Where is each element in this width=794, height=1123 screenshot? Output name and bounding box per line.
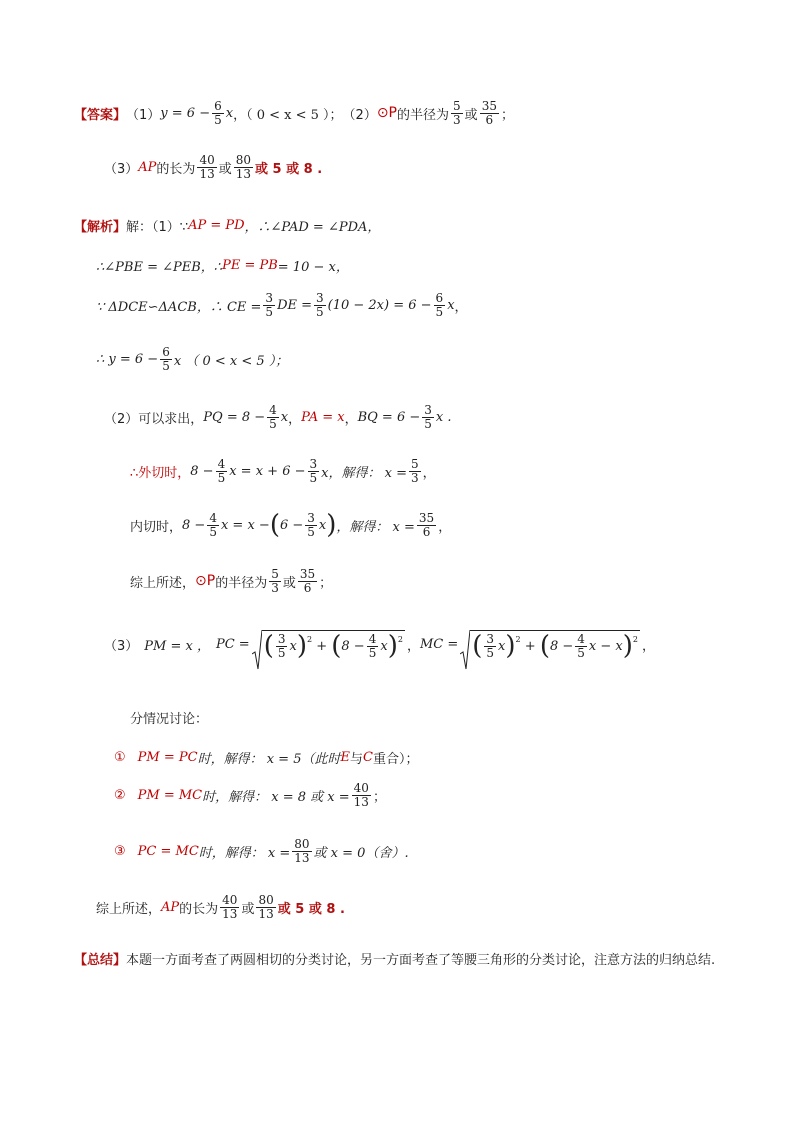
int-eq-3: 6 − bbox=[279, 517, 304, 533]
var-x: x bbox=[280, 409, 289, 425]
solve-text: ，解得： x = bbox=[336, 519, 415, 535]
length-text: 的长为 bbox=[156, 161, 196, 177]
pc-sqrt: ( $\frac{3}{5}$ x ) 2 + ( 8 − $\frac{4}{5}$ x ) 2 bbox=[252, 630, 405, 659]
fraction-35-6: $\frac{35}{6}$ bbox=[299, 567, 316, 595]
answer-tail: 或 5 或 8 . bbox=[255, 161, 323, 177]
fraction-3-5: $\frac{3}{5}$ bbox=[309, 457, 318, 485]
analysis-l3a: ∵ ΔDCE∽ΔACB，∴ CE = bbox=[96, 299, 262, 315]
right-paren: ) bbox=[326, 510, 337, 541]
case-3-text: 时，解得： x = bbox=[198, 845, 291, 861]
comma: ， bbox=[454, 299, 468, 315]
analysis-tail: 或 5 或 8 . bbox=[277, 901, 345, 917]
external-tangent-line bbox=[130, 458, 436, 484]
ext-eq-1: 8 − bbox=[190, 463, 214, 479]
answer-tag: 【答案】 bbox=[74, 107, 127, 123]
fraction-3-5: $\frac{3}{5}$ bbox=[316, 291, 324, 319]
var-x: x bbox=[447, 297, 455, 313]
pq-expr: PQ = 8 − bbox=[203, 409, 266, 425]
or-text: 或 bbox=[218, 161, 232, 177]
cases-text: 分情况讨论： bbox=[130, 712, 209, 727]
answer-part3-label: （3） bbox=[104, 161, 139, 177]
analysis-l2a: ∴∠PBE = ∠PEB，∴ bbox=[96, 260, 223, 275]
semicolon: ； bbox=[319, 575, 333, 591]
analysis-l4a: ∴ y = 6 − bbox=[96, 351, 159, 367]
fraction-80-13: $\frac{80}{13}$ bbox=[258, 893, 274, 921]
var-x: x bbox=[225, 105, 234, 121]
cases-label bbox=[130, 708, 208, 727]
semicolon: ； bbox=[500, 107, 514, 123]
fraction-4-5: $\frac{4}{5}$ bbox=[217, 457, 226, 485]
case-1-line bbox=[114, 748, 418, 767]
fraction-3-5: $\frac{3}{5}$ bbox=[424, 403, 432, 431]
summary-tag: 【总结】 bbox=[74, 953, 127, 968]
case-1-label: PM = PC bbox=[137, 750, 198, 765]
internal-label: 内切时， bbox=[130, 519, 183, 535]
answer-line-2 bbox=[104, 154, 322, 180]
fraction-4-5: $\frac{4}{5}$ bbox=[269, 403, 277, 431]
analysis-line-4 bbox=[96, 346, 288, 372]
bq-expr: BQ = 6 − bbox=[357, 409, 421, 425]
comma: ， bbox=[288, 411, 302, 427]
comma: ， bbox=[438, 519, 452, 535]
point-e: E bbox=[340, 750, 350, 765]
comma: ， bbox=[641, 639, 655, 655]
length-text: 的长为 bbox=[179, 901, 219, 917]
ext-eq-3: x，解得： x = bbox=[321, 465, 407, 481]
bq-dot: x . bbox=[435, 409, 452, 425]
ext-eq-2: x = x + 6 − bbox=[229, 463, 306, 479]
circle-p-symbol: ⊙P bbox=[195, 573, 216, 590]
analysis-l1b: ，∴∠PAD = ∠PDA， bbox=[244, 220, 381, 235]
fraction-35-6: $\frac{35}{6}$ bbox=[481, 99, 497, 127]
mc-label: MC = bbox=[419, 637, 459, 653]
analysis-line-3 bbox=[96, 292, 468, 318]
sum2-text: 综上所述， bbox=[96, 901, 162, 917]
case-3-label: PC = MC bbox=[137, 843, 199, 859]
with-text: 与 bbox=[349, 752, 363, 767]
ap-label: AP bbox=[138, 159, 157, 175]
or-text: 或 bbox=[464, 107, 478, 123]
fraction-5-3: $\frac{5}{3}$ bbox=[453, 99, 461, 127]
fraction-40-13: $\frac{40}{13}$ bbox=[353, 781, 369, 809]
semicolon: ； bbox=[372, 789, 386, 805]
fraction-4-5: $\frac{4}{5}$ bbox=[209, 511, 217, 539]
comma: ， bbox=[406, 639, 420, 655]
case-2-line bbox=[114, 782, 386, 808]
part3-label: （3） bbox=[104, 639, 139, 655]
analysis-l4b: x （ 0 < x < 5 ）； bbox=[173, 353, 289, 369]
fraction-5-3: $\frac{5}{3}$ bbox=[271, 567, 279, 595]
fraction-35-6: $\frac{35}{6}$ bbox=[418, 511, 435, 539]
analysis-conclusion bbox=[96, 894, 345, 920]
point-c: C bbox=[363, 750, 373, 765]
answer-range: ，（ 0 < x < 5 ）； bbox=[233, 107, 343, 123]
analysis-tag: 【解析】 bbox=[74, 220, 127, 235]
analysis-line-2 bbox=[96, 256, 349, 275]
fraction-6-5: $\frac{6}{5}$ bbox=[214, 99, 222, 127]
fraction-40-13: $\frac{40}{13}$ bbox=[199, 153, 215, 181]
answer-line-1 bbox=[74, 100, 514, 126]
or-text: 或 bbox=[282, 575, 296, 591]
ap-pd: AP = PD bbox=[188, 218, 245, 233]
analysis-l5a: （2）可以求出， bbox=[104, 411, 204, 427]
or-text: 或 bbox=[241, 901, 255, 917]
summary-text: 本题一方面考查了两圆相切的分类讨论，另一方面考查了等腰三角形的分类讨论，注意方法的归纳总结. bbox=[126, 953, 716, 968]
int-eq-1: 8 − bbox=[182, 517, 206, 533]
pm-x: PM = x ， bbox=[144, 639, 210, 655]
external-label: ∴外切时， bbox=[130, 465, 191, 481]
fraction-3-5: $\frac{3}{5}$ bbox=[265, 291, 274, 319]
case-1-number: ① bbox=[114, 750, 126, 765]
ap-label: AP bbox=[161, 899, 180, 915]
answer-part2-label: （2） bbox=[342, 107, 377, 123]
case-3-tail: 或 x = 0（舍）. bbox=[313, 845, 409, 861]
internal-tangent-line bbox=[130, 510, 452, 541]
comma: ， bbox=[422, 465, 436, 481]
fraction-40-13: $\frac{40}{13}$ bbox=[222, 893, 238, 921]
analysis-part3-line bbox=[104, 630, 655, 662]
fraction-6-5: $\frac{6}{5}$ bbox=[435, 291, 444, 319]
mc-sqrt: ( $\frac{3}{5}$ x ) 2 + ( 8 − $\frac{4}{5}$ x − x ) 2 bbox=[460, 630, 640, 659]
de-text: DE = bbox=[277, 297, 312, 313]
fraction-80-13: $\frac{80}{13}$ bbox=[294, 837, 310, 865]
int-eq-4: x bbox=[318, 517, 327, 533]
summary-paragraph bbox=[74, 948, 724, 974]
pc-label: PC = bbox=[215, 637, 250, 653]
case-2-text: 时，解得： x = 8 或 x = bbox=[202, 789, 350, 805]
case-2-number: ② bbox=[114, 787, 126, 803]
analysis-line-5 bbox=[104, 404, 452, 430]
fraction-80-13: $\frac{80}{13}$ bbox=[235, 153, 252, 181]
case-1-end: 重合）； bbox=[372, 752, 419, 767]
case-3-number: ③ bbox=[114, 843, 126, 859]
answer-part1-label: （1） bbox=[126, 107, 161, 123]
fraction-6-5: $\frac{6}{5}$ bbox=[162, 345, 170, 373]
analysis-l2b: = 10 − x， bbox=[277, 260, 349, 275]
left-paren: ( bbox=[269, 510, 280, 541]
comma: ， bbox=[344, 411, 358, 427]
radius-text: 的半径为 bbox=[215, 575, 268, 591]
summary-part2-line bbox=[130, 568, 332, 594]
case-2-label: PM = MC bbox=[137, 787, 203, 803]
pa-x: PA = x bbox=[301, 409, 345, 425]
pe-pb: PE = PB bbox=[222, 258, 278, 273]
sum1-text: 综上所述， bbox=[130, 575, 196, 591]
case-1-text: 时，解得： x = 5（此时 bbox=[197, 752, 341, 767]
case-3-line bbox=[114, 838, 409, 864]
radius-text: 的半径为 bbox=[397, 107, 450, 123]
analysis-line-1 bbox=[74, 216, 380, 235]
answer-y-expr: y = 6 − bbox=[160, 105, 211, 121]
fraction-5-3: $\frac{5}{3}$ bbox=[410, 457, 419, 485]
int-eq-2: x = x − bbox=[220, 517, 270, 533]
circle-p-symbol: ⊙P bbox=[376, 105, 398, 122]
analysis-intro: 解：（1）∵ bbox=[126, 220, 189, 235]
fraction-3-5: $\frac{3}{5}$ bbox=[307, 511, 315, 539]
analysis-l3b: (10 − 2x) = 6 − bbox=[327, 297, 432, 313]
